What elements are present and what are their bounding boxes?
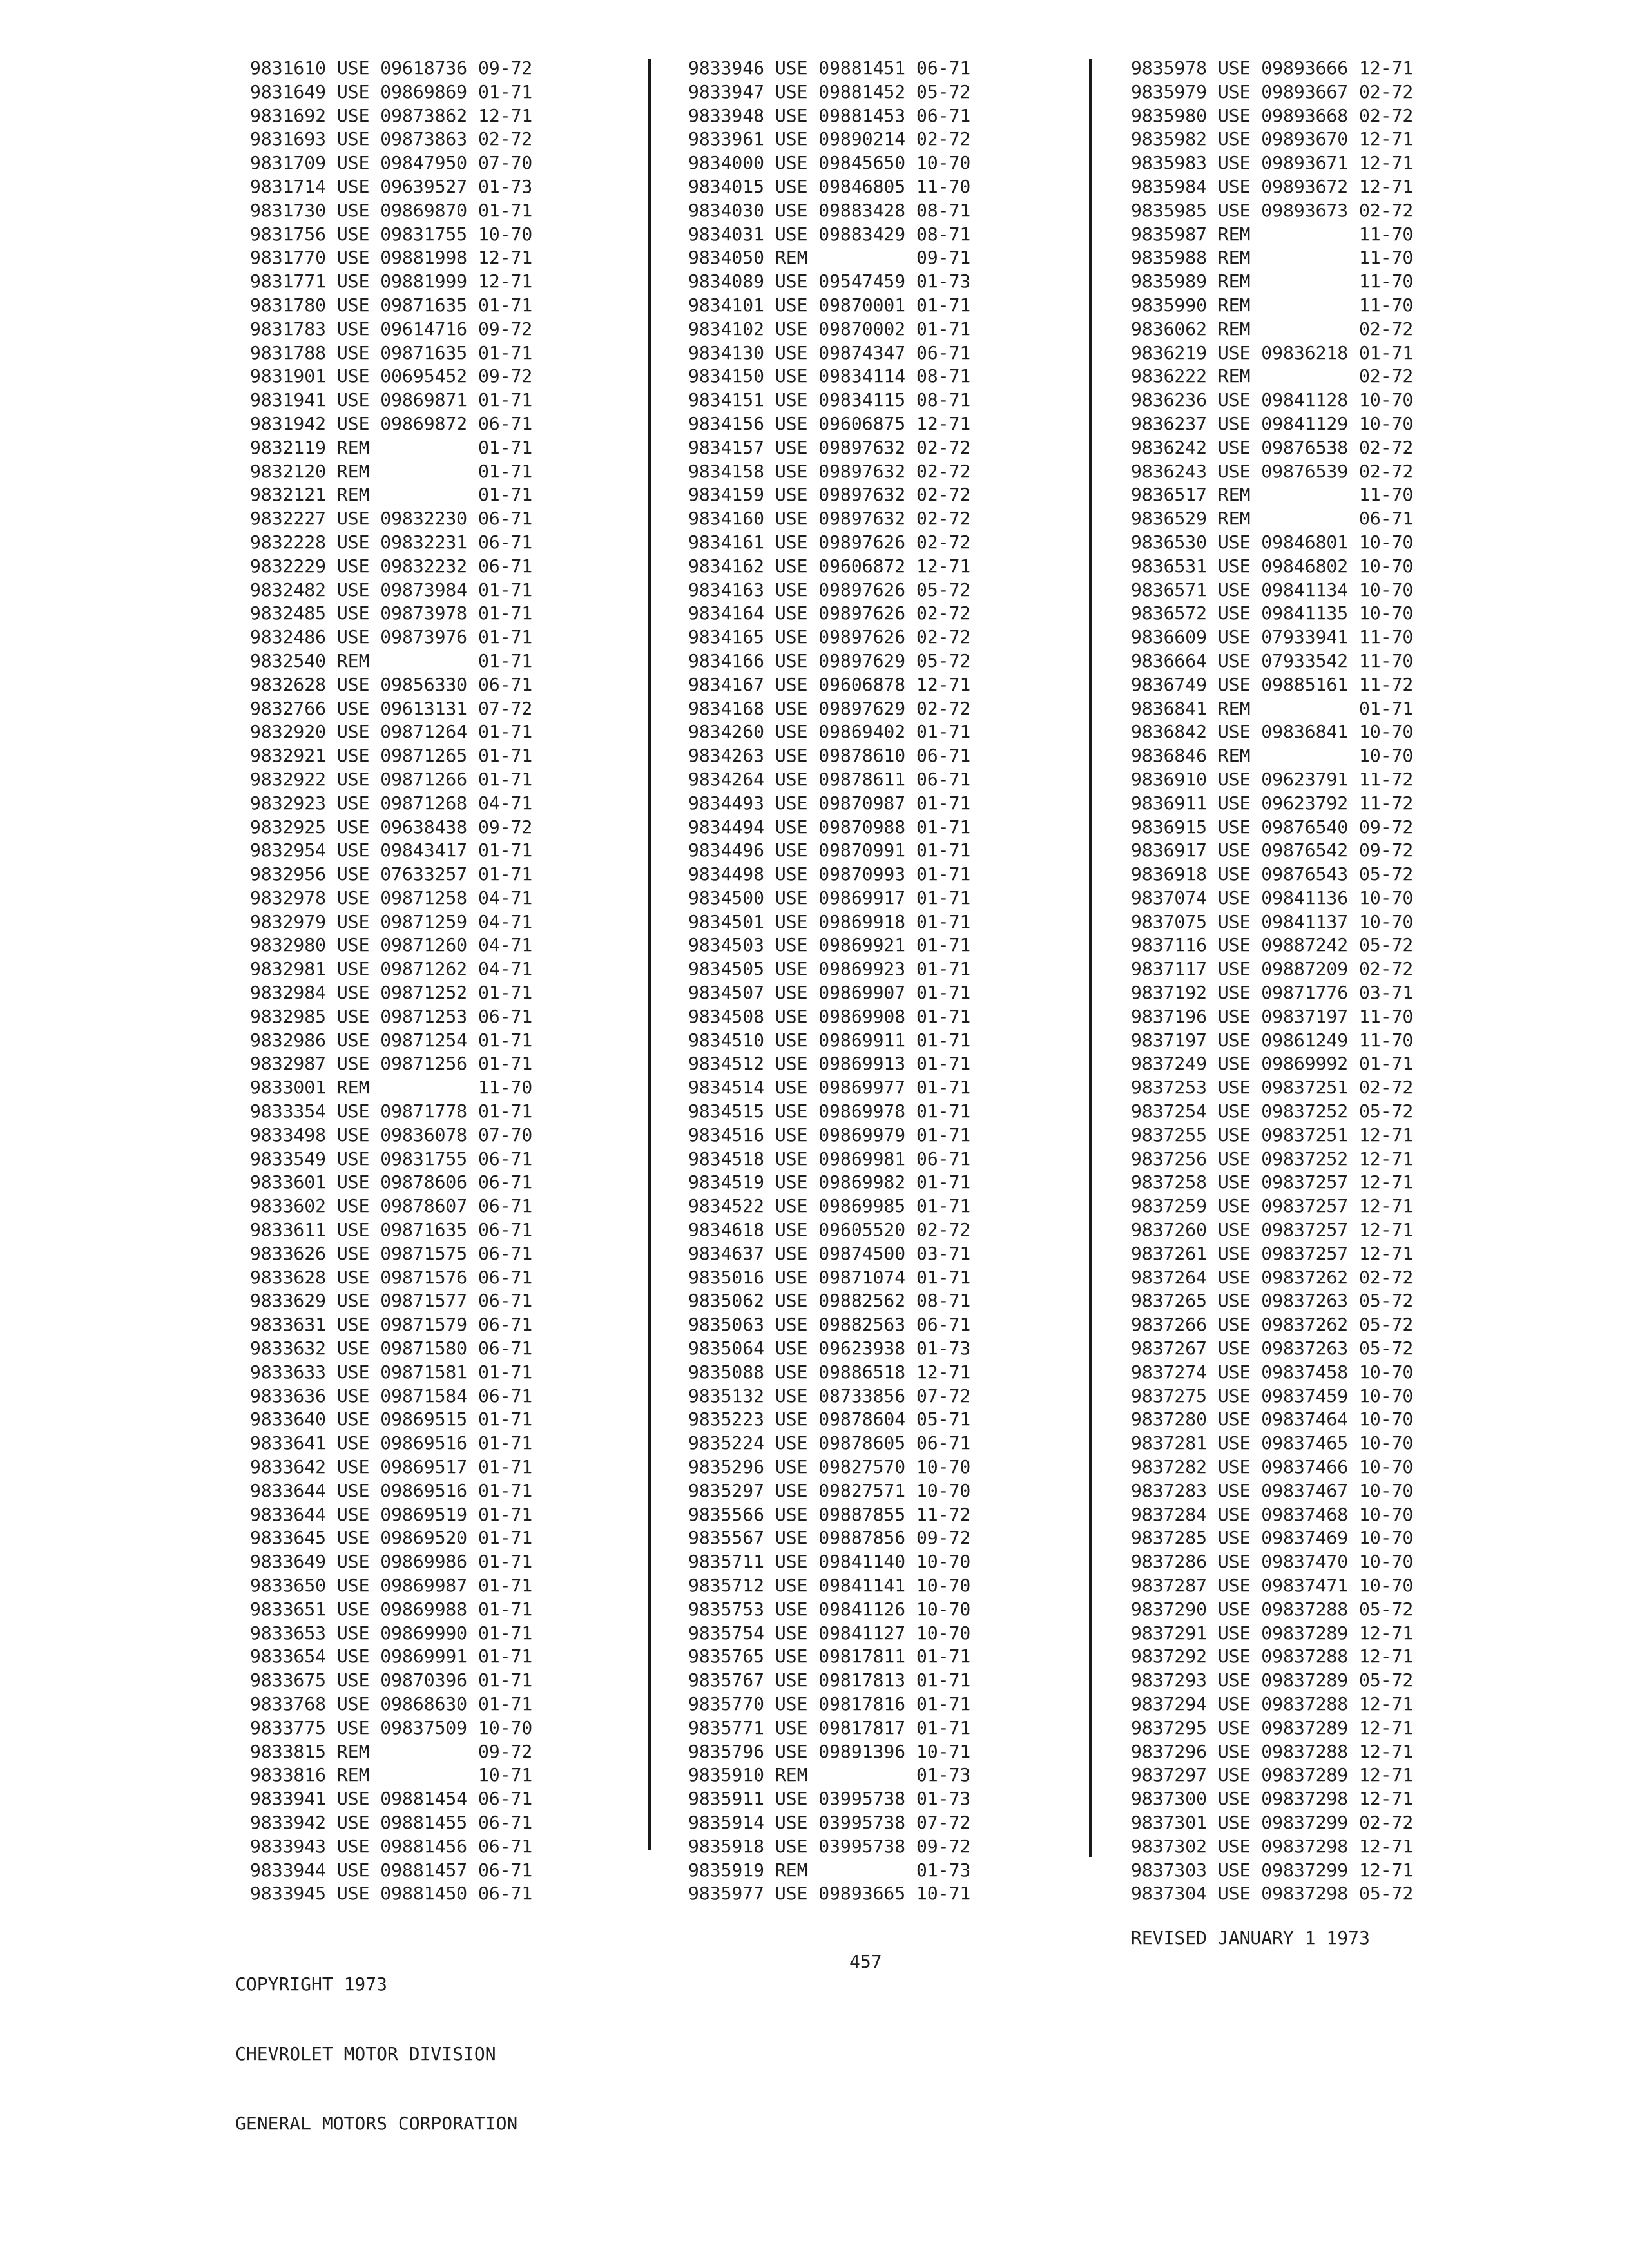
part-entry-row: 9837260 USE 09837257 12-71 [1131, 1219, 1414, 1241]
part-entry-row: 9831649 USE 09869869 01-71 [250, 81, 533, 102]
part-entry-row: 9833653 USE 09869990 01-71 [250, 1622, 533, 1644]
part-entry-row: 9835297 USE 09827571 10-70 [688, 1479, 971, 1501]
part-entry-row: 9833768 USE 09868630 01-71 [250, 1693, 533, 1715]
part-entry-row: 9835979 USE 09893667 02-72 [1131, 81, 1414, 102]
part-entry-row: 9837249 USE 09869992 01-71 [1131, 1053, 1414, 1075]
part-entry-row: 9832956 USE 07633257 01-71 [250, 863, 533, 885]
part-entry-row: 9831783 USE 09614716 09-72 [250, 318, 533, 340]
part-entry-row: 9833944 USE 09881457 06-71 [250, 1859, 533, 1881]
part-entry-row: 9834637 USE 09874500 03-71 [688, 1242, 971, 1264]
part-entry-row: 9833354 USE 09871778 01-71 [250, 1100, 533, 1122]
part-entry-row: 9834514 USE 09869977 01-71 [688, 1077, 971, 1099]
part-entry-row: 9837256 USE 09837252 12-71 [1131, 1148, 1414, 1169]
part-entry-row: 9832923 USE 09871268 04-71 [250, 792, 533, 814]
part-entry-row: 9835567 USE 09887856 09-72 [688, 1527, 971, 1549]
part-entry-row: 9835223 USE 09878604 05-71 [688, 1408, 971, 1430]
part-entry-row: 9834522 USE 09869985 01-71 [688, 1195, 971, 1217]
part-entry-row: 9836841 REM 01-71 [1131, 697, 1414, 719]
part-entry-row: 9831941 USE 09869871 01-71 [250, 389, 533, 411]
column-divider-1 [648, 59, 651, 1850]
part-entry-row: 9835224 USE 09878605 06-71 [688, 1432, 971, 1454]
part-entry-row: 9831756 USE 09831755 10-70 [250, 223, 533, 245]
part-entry-row: 9835982 USE 09893670 12-71 [1131, 128, 1414, 150]
part-entry-row: 9833775 USE 09837509 10-70 [250, 1716, 533, 1738]
part-entry-row: 9837303 USE 09837299 12-71 [1131, 1859, 1414, 1881]
part-entry-row: 9836236 USE 09841128 10-70 [1131, 389, 1414, 411]
part-entry-row: 9831610 USE 09618736 09-72 [250, 57, 533, 79]
revised-date: REVISED JANUARY 1 1973 [1131, 1927, 1370, 1948]
part-entry-row: 9832120 REM 01-71 [250, 460, 533, 482]
part-entry-row: 9836915 USE 09876540 09-72 [1131, 816, 1414, 838]
part-entry-row: 9833632 USE 09871580 06-71 [250, 1338, 533, 1360]
part-entry-row: 9832486 USE 09873976 01-71 [250, 626, 533, 648]
part-entry-row: 9833628 USE 09871576 06-71 [250, 1266, 533, 1288]
part-entry-row: 9833549 USE 09831755 06-71 [250, 1148, 533, 1169]
part-entry-row: 9837287 USE 09837471 10-70 [1131, 1575, 1414, 1596]
part-entry-row: 9836846 REM 10-70 [1131, 745, 1414, 767]
part-entry-row: 9832119 REM 01-71 [250, 436, 533, 458]
part-entry-row: 9837192 USE 09871776 03-71 [1131, 982, 1414, 1004]
part-entry-row: 9837302 USE 09837298 12-71 [1131, 1835, 1414, 1857]
part-entry-row: 9835711 USE 09841140 10-70 [688, 1551, 971, 1573]
part-entry-row: 9837254 USE 09837252 05-72 [1131, 1100, 1414, 1122]
part-entry-row: 9832540 REM 01-71 [250, 649, 533, 671]
part-entry-row: 9836237 USE 09841129 10-70 [1131, 412, 1414, 434]
part-entry-row: 9836517 REM 11-70 [1131, 484, 1414, 506]
part-entry-row: 9835984 USE 09893672 12-71 [1131, 175, 1414, 197]
part-entry-row: 9833942 USE 09881455 06-71 [250, 1811, 533, 1833]
part-entry-row: 9836529 REM 06-71 [1131, 508, 1414, 530]
part-entry-row: 9835754 USE 09841127 10-70 [688, 1622, 971, 1644]
part-entry-row: 9831770 USE 09881998 12-71 [250, 247, 533, 269]
part-entry-row: 9836571 USE 09841134 10-70 [1131, 579, 1414, 601]
part-entry-row: 9835132 USE 08733856 07-72 [688, 1385, 971, 1407]
part-entry-row: 9835063 USE 09882563 06-71 [688, 1314, 971, 1336]
part-entry-row: 9837284 USE 09837468 10-70 [1131, 1503, 1414, 1525]
parts-column-1 [250, 57, 532, 1906]
part-entry-row: 9834507 USE 09869907 01-71 [688, 982, 971, 1004]
part-entry-row: 9834510 USE 09869911 01-71 [688, 1029, 971, 1051]
part-entry-row: 9835919 REM 01-73 [688, 1859, 971, 1881]
part-entry-row: 9831780 USE 09871635 01-71 [250, 294, 533, 316]
part-entry-row: 9834500 USE 09869917 01-71 [688, 887, 971, 908]
part-entry-row: 9831942 USE 09869872 06-71 [250, 412, 533, 434]
part-entry-row: 9834501 USE 09869918 01-71 [688, 910, 971, 932]
part-entry-row: 9834159 USE 09897632 02-72 [688, 484, 971, 506]
part-entry-row: 9831788 USE 09871635 01-71 [250, 341, 533, 363]
parts-column-2 [688, 57, 970, 1906]
part-entry-row: 9834030 USE 09883428 08-71 [688, 199, 971, 221]
part-entry-row: 9831693 USE 09873863 02-72 [250, 128, 533, 150]
part-entry-row: 9837280 USE 09837464 10-70 [1131, 1408, 1414, 1430]
part-entry-row: 9834516 USE 09869979 01-71 [688, 1124, 971, 1146]
part-entry-row: 9835911 USE 03995738 01-73 [688, 1788, 971, 1810]
part-entry-row: 9835016 USE 09871074 01-71 [688, 1266, 971, 1288]
part-entry-row: 9835767 USE 09817813 01-71 [688, 1669, 971, 1691]
part-entry-row: 9833947 USE 09881452 05-72 [688, 81, 971, 102]
part-entry-row: 9836918 USE 09876543 05-72 [1131, 863, 1414, 885]
part-entry-row: 9837301 USE 09837299 02-72 [1131, 1811, 1414, 1833]
part-entry-row: 9835980 USE 09893668 02-72 [1131, 104, 1414, 126]
part-entry-row: 9835977 USE 09893665 10-71 [688, 1883, 971, 1905]
part-entry-row: 9834156 USE 09606875 12-71 [688, 412, 971, 434]
part-entry-row: 9834166 USE 09897629 05-72 [688, 649, 971, 671]
footer-publisher [235, 1927, 517, 2182]
part-entry-row: 9837300 USE 09837298 12-71 [1131, 1788, 1414, 1810]
part-entry-row: 9831730 USE 09869870 01-71 [250, 199, 533, 221]
part-entry-row: 9835296 USE 09827570 10-70 [688, 1456, 971, 1478]
part-entry-row: 9833815 REM 09-72 [250, 1740, 533, 1762]
part-entry-row: 9837297 USE 09837289 12-71 [1131, 1764, 1414, 1786]
part-entry-row: 9836664 USE 07933542 11-70 [1131, 649, 1414, 671]
part-entry-row: 9837117 USE 09887209 02-72 [1131, 958, 1414, 980]
part-entry-row: 9833626 USE 09871575 06-71 [250, 1242, 533, 1264]
part-entry-row: 9833644 USE 09869516 01-71 [250, 1479, 533, 1501]
part-entry-row: 9834165 USE 09897626 02-72 [688, 626, 971, 648]
part-entry-row: 9837259 USE 09837257 12-71 [1131, 1195, 1414, 1217]
page-number: 457 [849, 1951, 882, 1972]
part-entry-row: 9834161 USE 09897626 02-72 [688, 531, 971, 553]
part-entry-row: 9836911 USE 09623792 11-72 [1131, 792, 1414, 814]
part-entry-row: 9834518 USE 09869981 06-71 [688, 1148, 971, 1169]
part-entry-row: 9837291 USE 09837289 12-71 [1131, 1622, 1414, 1644]
part-entry-row: 9837116 USE 09887242 05-72 [1131, 934, 1414, 956]
part-entry-row: 9832482 USE 09873984 01-71 [250, 579, 533, 601]
part-entry-row: 9835796 USE 09891396 10-71 [688, 1740, 971, 1762]
part-entry-row: 9832978 USE 09871258 04-71 [250, 887, 533, 908]
part-entry-row: 9835918 USE 03995738 09-72 [688, 1835, 971, 1857]
part-entry-row: 9832227 USE 09832230 06-71 [250, 508, 533, 530]
part-entry-row: 9831709 USE 09847950 07-70 [250, 152, 533, 174]
part-entry-row: 9832984 USE 09871252 01-71 [250, 982, 533, 1004]
part-entry-row: 9832766 USE 09613131 07-72 [250, 697, 533, 719]
part-entry-row: 9834496 USE 09870991 01-71 [688, 840, 971, 861]
part-entry-row: 9834101 USE 09870001 01-71 [688, 294, 971, 316]
part-entry-row: 9837261 USE 09837257 12-71 [1131, 1242, 1414, 1264]
part-entry-row: 9833602 USE 09878607 06-71 [250, 1195, 533, 1217]
part-entry-row: 9836243 USE 09876539 02-72 [1131, 460, 1414, 482]
part-entry-row: 9832121 REM 01-71 [250, 484, 533, 506]
part-entry-row: 9832228 USE 09832231 06-71 [250, 531, 533, 553]
part-entry-row: 9835987 REM 11-70 [1131, 223, 1414, 245]
part-entry-row: 9837267 USE 09837263 05-72 [1131, 1338, 1414, 1360]
part-entry-row: 9834089 USE 09547459 01-73 [688, 271, 971, 293]
part-entry-row: 9834102 USE 09870002 01-71 [688, 318, 971, 340]
part-entry-row: 9833645 USE 09869520 01-71 [250, 1527, 533, 1549]
part-entry-row: 9832954 USE 09843417 01-71 [250, 840, 533, 861]
part-entry-row: 9836917 USE 09876542 09-72 [1131, 840, 1414, 861]
part-entry-row: 9836062 REM 02-72 [1131, 318, 1414, 340]
part-entry-row: 9836242 USE 09876538 02-72 [1131, 436, 1414, 458]
part-entry-row: 9834150 USE 09834114 08-71 [688, 365, 971, 387]
part-entry-row: 9833001 REM 11-70 [250, 1077, 533, 1099]
parts-column-3 [1131, 57, 1413, 1906]
copyright-line: COPYRIGHT 1973 [235, 1974, 388, 1995]
part-entry-row: 9835914 USE 03995738 07-72 [688, 1811, 971, 1833]
part-entry-row: 9833651 USE 09869988 01-71 [250, 1598, 533, 1620]
part-entry-row: 9837074 USE 09841136 10-70 [1131, 887, 1414, 908]
part-entry-row: 9835765 USE 09817811 01-71 [688, 1646, 971, 1667]
part-entry-row: 9834508 USE 09869908 01-71 [688, 1005, 971, 1027]
part-entry-row: 9833631 USE 09871579 06-71 [250, 1314, 533, 1336]
part-entry-row: 9832628 USE 09856330 06-71 [250, 673, 533, 695]
part-entry-row: 9834503 USE 09869921 01-71 [688, 934, 971, 956]
part-entry-row: 9833644 USE 09869519 01-71 [250, 1503, 533, 1525]
part-entry-row: 9835088 USE 09886518 12-71 [688, 1361, 971, 1383]
part-entry-row: 9831771 USE 09881999 12-71 [250, 271, 533, 293]
part-entry-row: 9836910 USE 09623791 11-72 [1131, 768, 1414, 790]
division-line: CHEVROLET MOTOR DIVISION [235, 2043, 496, 2064]
part-entry-row: 9832922 USE 09871266 01-71 [250, 768, 533, 790]
part-entry-row: 9831692 USE 09873862 12-71 [250, 104, 533, 126]
part-entry-row: 9836530 USE 09846801 10-70 [1131, 531, 1414, 553]
part-entry-row: 9837255 USE 09837251 12-71 [1131, 1124, 1414, 1146]
part-entry-row: 9836609 USE 07933941 11-70 [1131, 626, 1414, 648]
part-entry-row: 9833601 USE 09878606 06-71 [250, 1171, 533, 1193]
part-entry-row: 9832920 USE 09871264 01-71 [250, 721, 533, 743]
part-entry-row: 9833946 USE 09881451 06-71 [688, 57, 971, 79]
part-entry-row: 9837304 USE 09837298 05-72 [1131, 1883, 1414, 1905]
part-entry-row: 9833654 USE 09869991 01-71 [250, 1646, 533, 1667]
part-entry-row: 9833611 USE 09871635 06-71 [250, 1219, 533, 1241]
part-entry-row: 9834263 USE 09878610 06-71 [688, 745, 971, 767]
part-entry-row: 9834151 USE 09834115 08-71 [688, 389, 971, 411]
part-entry-row: 9833945 USE 09881450 06-71 [250, 1883, 533, 1905]
corporation-line: GENERAL MOTORS CORPORATION [235, 2113, 518, 2134]
part-entry-row: 9832485 USE 09873978 01-71 [250, 602, 533, 624]
part-entry-row: 9837285 USE 09837469 10-70 [1131, 1527, 1414, 1549]
part-entry-row: 9837197 USE 09861249 11-70 [1131, 1029, 1414, 1051]
part-entry-row: 9836749 USE 09885161 11-72 [1131, 673, 1414, 695]
part-entry-row: 9834168 USE 09897629 02-72 [688, 697, 971, 719]
part-entry-row: 9834493 USE 09870987 01-71 [688, 792, 971, 814]
part-entry-row: 9834498 USE 09870993 01-71 [688, 863, 971, 885]
part-entry-row: 9836222 REM 02-72 [1131, 365, 1414, 387]
part-entry-row: 9832986 USE 09871254 01-71 [250, 1029, 533, 1051]
part-entry-row: 9837282 USE 09837466 10-70 [1131, 1456, 1414, 1478]
part-entry-row: 9835989 REM 11-70 [1131, 271, 1414, 293]
part-entry-row: 9837253 USE 09837251 02-72 [1131, 1077, 1414, 1099]
part-entry-row: 9832921 USE 09871265 01-71 [250, 745, 533, 767]
part-entry-row: 9833636 USE 09871584 06-71 [250, 1385, 533, 1407]
part-entry-row: 9835064 USE 09623938 01-73 [688, 1338, 971, 1360]
part-entry-row: 9833941 USE 09881454 06-71 [250, 1788, 533, 1810]
part-entry-row: 9832985 USE 09871253 06-71 [250, 1005, 533, 1027]
part-entry-row: 9833641 USE 09869516 01-71 [250, 1432, 533, 1454]
part-entry-row: 9837274 USE 09837458 10-70 [1131, 1361, 1414, 1383]
part-entry-row: 9833633 USE 09871581 01-71 [250, 1361, 533, 1383]
part-entry-row: 9834515 USE 09869978 01-71 [688, 1100, 971, 1122]
part-entry-row: 9837264 USE 09837262 02-72 [1131, 1266, 1414, 1288]
part-entry-row: 9834505 USE 09869923 01-71 [688, 958, 971, 980]
part-entry-row: 9834015 USE 09846805 11-70 [688, 175, 971, 197]
part-entry-row: 9832987 USE 09871256 01-71 [250, 1053, 533, 1075]
part-entry-row: 9834618 USE 09605520 02-72 [688, 1219, 971, 1241]
part-entry-row: 9834264 USE 09878611 06-71 [688, 768, 971, 790]
part-entry-row: 9833961 USE 09890214 02-72 [688, 128, 971, 150]
part-entry-row: 9833642 USE 09869517 01-71 [250, 1456, 533, 1478]
part-entry-row: 9834260 USE 09869402 01-71 [688, 721, 971, 743]
part-entry-row: 9834000 USE 09845650 10-70 [688, 152, 971, 174]
part-entry-row: 9834164 USE 09897626 02-72 [688, 602, 971, 624]
part-entry-row: 9837283 USE 09837467 10-70 [1131, 1479, 1414, 1501]
part-entry-row: 9836572 USE 09841135 10-70 [1131, 602, 1414, 624]
part-entry-row: 9831901 USE 00695452 09-72 [250, 365, 533, 387]
part-entry-row: 9833629 USE 09871577 06-71 [250, 1290, 533, 1312]
part-entry-row: 9836842 USE 09836841 10-70 [1131, 721, 1414, 743]
part-entry-row: 9835990 REM 11-70 [1131, 294, 1414, 316]
part-entry-row: 9835910 REM 01-73 [688, 1764, 971, 1786]
part-entry-row: 9837275 USE 09837459 10-70 [1131, 1385, 1414, 1407]
part-entry-row: 9833816 REM 10-71 [250, 1764, 533, 1786]
part-entry-row: 9834162 USE 09606872 12-71 [688, 555, 971, 577]
part-entry-row: 9833649 USE 09869986 01-71 [250, 1551, 533, 1573]
part-entry-row: 9834163 USE 09897626 05-72 [688, 579, 971, 601]
part-entry-row: 9835985 USE 09893673 02-72 [1131, 199, 1414, 221]
part-entry-row: 9834050 REM 09-71 [688, 247, 971, 269]
part-entry-row: 9837075 USE 09841137 10-70 [1131, 910, 1414, 932]
part-entry-row: 9835712 USE 09841141 10-70 [688, 1575, 971, 1596]
part-entry-row: 9834158 USE 09897632 02-72 [688, 460, 971, 482]
part-entry-row: 9837196 USE 09837197 11-70 [1131, 1005, 1414, 1027]
part-entry-row: 9831714 USE 09639527 01-73 [250, 175, 533, 197]
part-entry-row: 9835770 USE 09817816 01-71 [688, 1693, 971, 1715]
part-entry-row: 9837290 USE 09837288 05-72 [1131, 1598, 1414, 1620]
part-entry-row: 9837258 USE 09837257 12-71 [1131, 1171, 1414, 1193]
part-entry-row: 9834494 USE 09870988 01-71 [688, 816, 971, 838]
part-entry-row: 9832980 USE 09871260 04-71 [250, 934, 533, 956]
part-entry-row: 9835978 USE 09893666 12-71 [1131, 57, 1414, 79]
part-entry-row: 9833948 USE 09881453 06-71 [688, 104, 971, 126]
part-entry-row: 9834031 USE 09883429 08-71 [688, 223, 971, 245]
part-entry-row: 9837294 USE 09837288 12-71 [1131, 1693, 1414, 1715]
part-entry-row: 9833943 USE 09881456 06-71 [250, 1835, 533, 1857]
part-entry-row: 9835983 USE 09893671 12-71 [1131, 152, 1414, 174]
part-entry-row: 9837265 USE 09837263 05-72 [1131, 1290, 1414, 1312]
part-entry-row: 9833640 USE 09869515 01-71 [250, 1408, 533, 1430]
part-entry-row: 9835988 REM 11-70 [1131, 247, 1414, 269]
part-entry-row: 9832925 USE 09638438 09-72 [250, 816, 533, 838]
part-entry-row: 9832981 USE 09871262 04-71 [250, 958, 533, 980]
part-entry-row: 9837296 USE 09837288 12-71 [1131, 1740, 1414, 1762]
part-entry-row: 9834512 USE 09869913 01-71 [688, 1053, 971, 1075]
part-entry-row: 9837295 USE 09837289 12-71 [1131, 1716, 1414, 1738]
part-entry-row: 9834160 USE 09897632 02-72 [688, 508, 971, 530]
part-entry-row: 9837292 USE 09837288 12-71 [1131, 1646, 1414, 1667]
part-entry-row: 9837266 USE 09837262 05-72 [1131, 1314, 1414, 1336]
column-divider-2 [1089, 59, 1092, 1857]
part-entry-row: 9834157 USE 09897632 02-72 [688, 436, 971, 458]
part-entry-row: 9837281 USE 09837465 10-70 [1131, 1432, 1414, 1454]
part-entry-row: 9832229 USE 09832232 06-71 [250, 555, 533, 577]
part-entry-row: 9836531 USE 09846802 10-70 [1131, 555, 1414, 577]
part-entry-row: 9834519 USE 09869982 01-71 [688, 1171, 971, 1193]
part-entry-row: 9837293 USE 09837289 05-72 [1131, 1669, 1414, 1691]
part-entry-row: 9835771 USE 09817817 01-71 [688, 1716, 971, 1738]
part-entry-row: 9833675 USE 09870396 01-71 [250, 1669, 533, 1691]
part-entry-row: 9832979 USE 09871259 04-71 [250, 910, 533, 932]
part-entry-row: 9835566 USE 09887855 11-72 [688, 1503, 971, 1525]
part-entry-row: 9834130 USE 09874347 06-71 [688, 341, 971, 363]
part-entry-row: 9836219 USE 09836218 01-71 [1131, 341, 1414, 363]
part-entry-row: 9834167 USE 09606878 12-71 [688, 673, 971, 695]
part-entry-row: 9833650 USE 09869987 01-71 [250, 1575, 533, 1596]
part-entry-row: 9835753 USE 09841126 10-70 [688, 1598, 971, 1620]
part-entry-row: 9833498 USE 09836078 07-70 [250, 1124, 533, 1146]
part-entry-row: 9837286 USE 09837470 10-70 [1131, 1551, 1414, 1573]
part-entry-row: 9835062 USE 09882562 08-71 [688, 1290, 971, 1312]
